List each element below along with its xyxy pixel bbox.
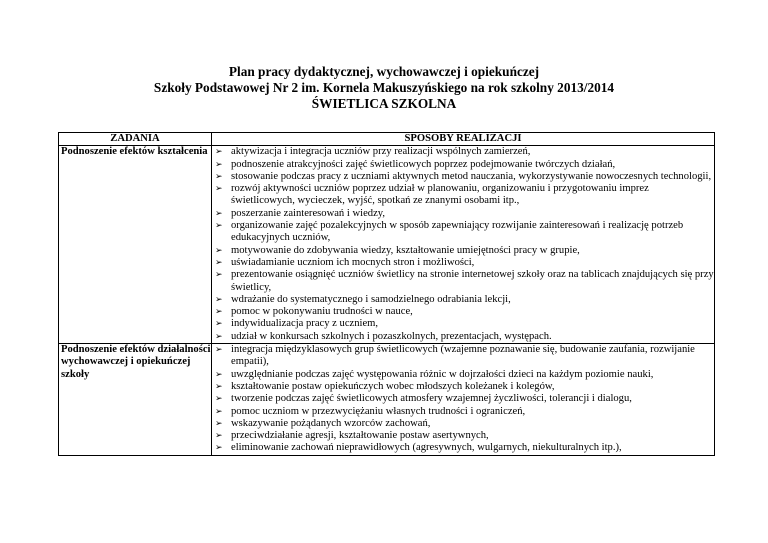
list-item <box>212 220 714 245</box>
document-title-line-1: Plan pracy dydaktycznej, wychowawczej i opiekuńczej <box>228 64 540 79</box>
arrow-bullet-icon: ➢ <box>215 294 223 305</box>
table-header-row <box>59 133 715 146</box>
list-item <box>212 269 714 294</box>
list-item <box>212 245 714 257</box>
list-item <box>212 146 714 158</box>
arrow-bullet-icon: ➢ <box>215 418 223 429</box>
list-item-text: motywowanie do zdobywania wiedzy, kształtowanie umiejętności pracy w grupie, <box>231 244 580 256</box>
list-item-text: integracja międzyklasowych grup świetlicowych (wzajemne poznawanie się, budowanie zaufania, rozwijanie empatii), <box>231 344 695 368</box>
list-item-text: rozwój aktywności uczniów poprzez udział w planowaniu, organizowaniu i przygotowaniu imprez świetlicowych, wycieczek, wyjść, spotkań ze znanymi osobami itp., <box>231 183 649 207</box>
list-item-text: udział w konkursach szkolnych i pozaszkolnych, prezentacjach, występach. <box>231 330 552 342</box>
arrow-bullet-icon: ➢ <box>215 208 223 219</box>
list-item <box>212 393 714 405</box>
list-item <box>212 442 714 454</box>
arrow-bullet-icon: ➢ <box>215 147 223 158</box>
arrow-bullet-icon: ➢ <box>215 184 223 195</box>
arrow-bullet-icon: ➢ <box>215 307 223 318</box>
plan-table <box>58 132 715 456</box>
list-item-text: pomoc uczniom w przezwyciężaniu własnych trudności i ograniczeń, <box>231 405 526 417</box>
arrow-bullet-icon: ➢ <box>215 331 223 342</box>
list-item-text: tworzenie podczas zajęć świetlicowych atmosfery wzajemnej życzliwości, tolerancji i dialogu, <box>231 393 632 405</box>
list-item-text: indywidualizacja pracy z uczniem, <box>231 318 379 330</box>
list-item-text: organizowanie zajęć pozalekcyjnych w sposób zapewniający rozwijanie zainteresowań i realizację potrzeb edukacyjnych uczniów, <box>231 220 684 244</box>
list-item-text: przeciwdziałanie agresji, kształtowanie postaw asertywnych, <box>231 430 489 442</box>
list-item <box>212 294 714 306</box>
task-label: Podnoszenie efektów kształcenia <box>61 146 208 158</box>
list-item <box>212 159 714 171</box>
arrow-bullet-icon: ➢ <box>215 257 223 268</box>
arrow-bullet-icon: ➢ <box>215 221 223 232</box>
arrow-bullet-icon: ➢ <box>215 270 223 281</box>
list-item <box>212 430 714 442</box>
task-label: Podnoszenie efektów działalności wychowawczej i opiekuńczej szkoły <box>61 344 211 380</box>
methods-cell <box>212 146 715 344</box>
list-item <box>212 381 714 393</box>
arrow-bullet-icon: ➢ <box>215 443 223 454</box>
list-item-text: aktywizacja i integracja uczniów przy realizacji wspólnych zamierzeń, <box>231 146 531 158</box>
column-header-tasks: ZADANIA <box>59 133 212 146</box>
arrow-bullet-icon: ➢ <box>215 159 223 170</box>
list-item-text: wdrażanie do systematycznego i samodzielnego odrabiania lekcji, <box>231 293 511 305</box>
arrow-bullet-icon: ➢ <box>215 245 223 256</box>
list-item-text: uświadamianie uczniom ich mocnych stron i możliwości, <box>231 256 475 268</box>
document-title-line-3: ŚWIETLICA SZKOLNA <box>311 96 457 111</box>
list-item <box>212 183 714 208</box>
list-item-text: stosowanie podczas pracy z uczniami aktywnych metod nauczania, wykorzystywanie nowoczesnych technologii, <box>231 170 712 182</box>
list-item <box>212 331 714 343</box>
list-item <box>212 369 714 381</box>
list-item <box>212 171 714 183</box>
list-item-text: podnoszenie atrakcyjności zajęć świetlicowych poprzez podejmowanie twórczych działań, <box>231 158 616 170</box>
arrow-bullet-icon: ➢ <box>215 394 223 405</box>
arrow-bullet-icon: ➢ <box>215 319 223 330</box>
task-cell <box>59 344 212 456</box>
arrow-bullet-icon: ➢ <box>215 171 223 182</box>
arrow-bullet-icon: ➢ <box>215 381 223 392</box>
methods-list <box>212 146 714 343</box>
list-item-text: eliminowanie zachowań nieprawidłowych (agresywnych, wulgarnych, niekulturalnych itp.), <box>231 442 622 454</box>
arrow-bullet-icon: ➢ <box>215 406 223 417</box>
list-item <box>212 257 714 269</box>
list-item <box>212 306 714 318</box>
list-item <box>212 318 714 330</box>
list-item-text: pomoc w pokonywaniu trudności w nauce, <box>231 306 413 318</box>
list-item <box>212 208 714 220</box>
methods-list <box>212 344 714 455</box>
column-header-methods: SPOSOBY REALIZACJI <box>212 133 715 146</box>
list-item-text: kształtowanie postaw opiekuńczych wobec młodszych koleżanek i kolegów, <box>231 380 555 392</box>
arrow-bullet-icon: ➢ <box>215 431 223 442</box>
list-item <box>212 344 714 369</box>
list-item-text: wskazywanie pożądanych wzorców zachowań, <box>231 417 431 429</box>
list-item-text: poszerzanie zainteresowań i wiedzy, <box>231 207 386 219</box>
task-cell <box>59 146 212 344</box>
list-item <box>212 418 714 430</box>
arrow-bullet-icon: ➢ <box>215 369 223 380</box>
methods-cell <box>212 344 715 456</box>
arrow-bullet-icon: ➢ <box>215 345 223 356</box>
document-title-line-2: Szkoły Podstawowej Nr 2 im. Kornela Makuszyńskiego na rok szkolny 2013/2014 <box>153 80 615 95</box>
table-row <box>59 344 715 456</box>
list-item-text: prezentowanie osiągnięć uczniów świetlicy na stronie internetowej szkoły oraz na tablicach znajdujących się przy świetlicy, <box>231 269 714 293</box>
list-item <box>212 406 714 418</box>
table-row <box>59 146 715 344</box>
list-item-text: uwzględnianie podczas zajęć występowania różnic w dojrzałości dzieci na każdym poziomie nauki, <box>231 368 654 380</box>
